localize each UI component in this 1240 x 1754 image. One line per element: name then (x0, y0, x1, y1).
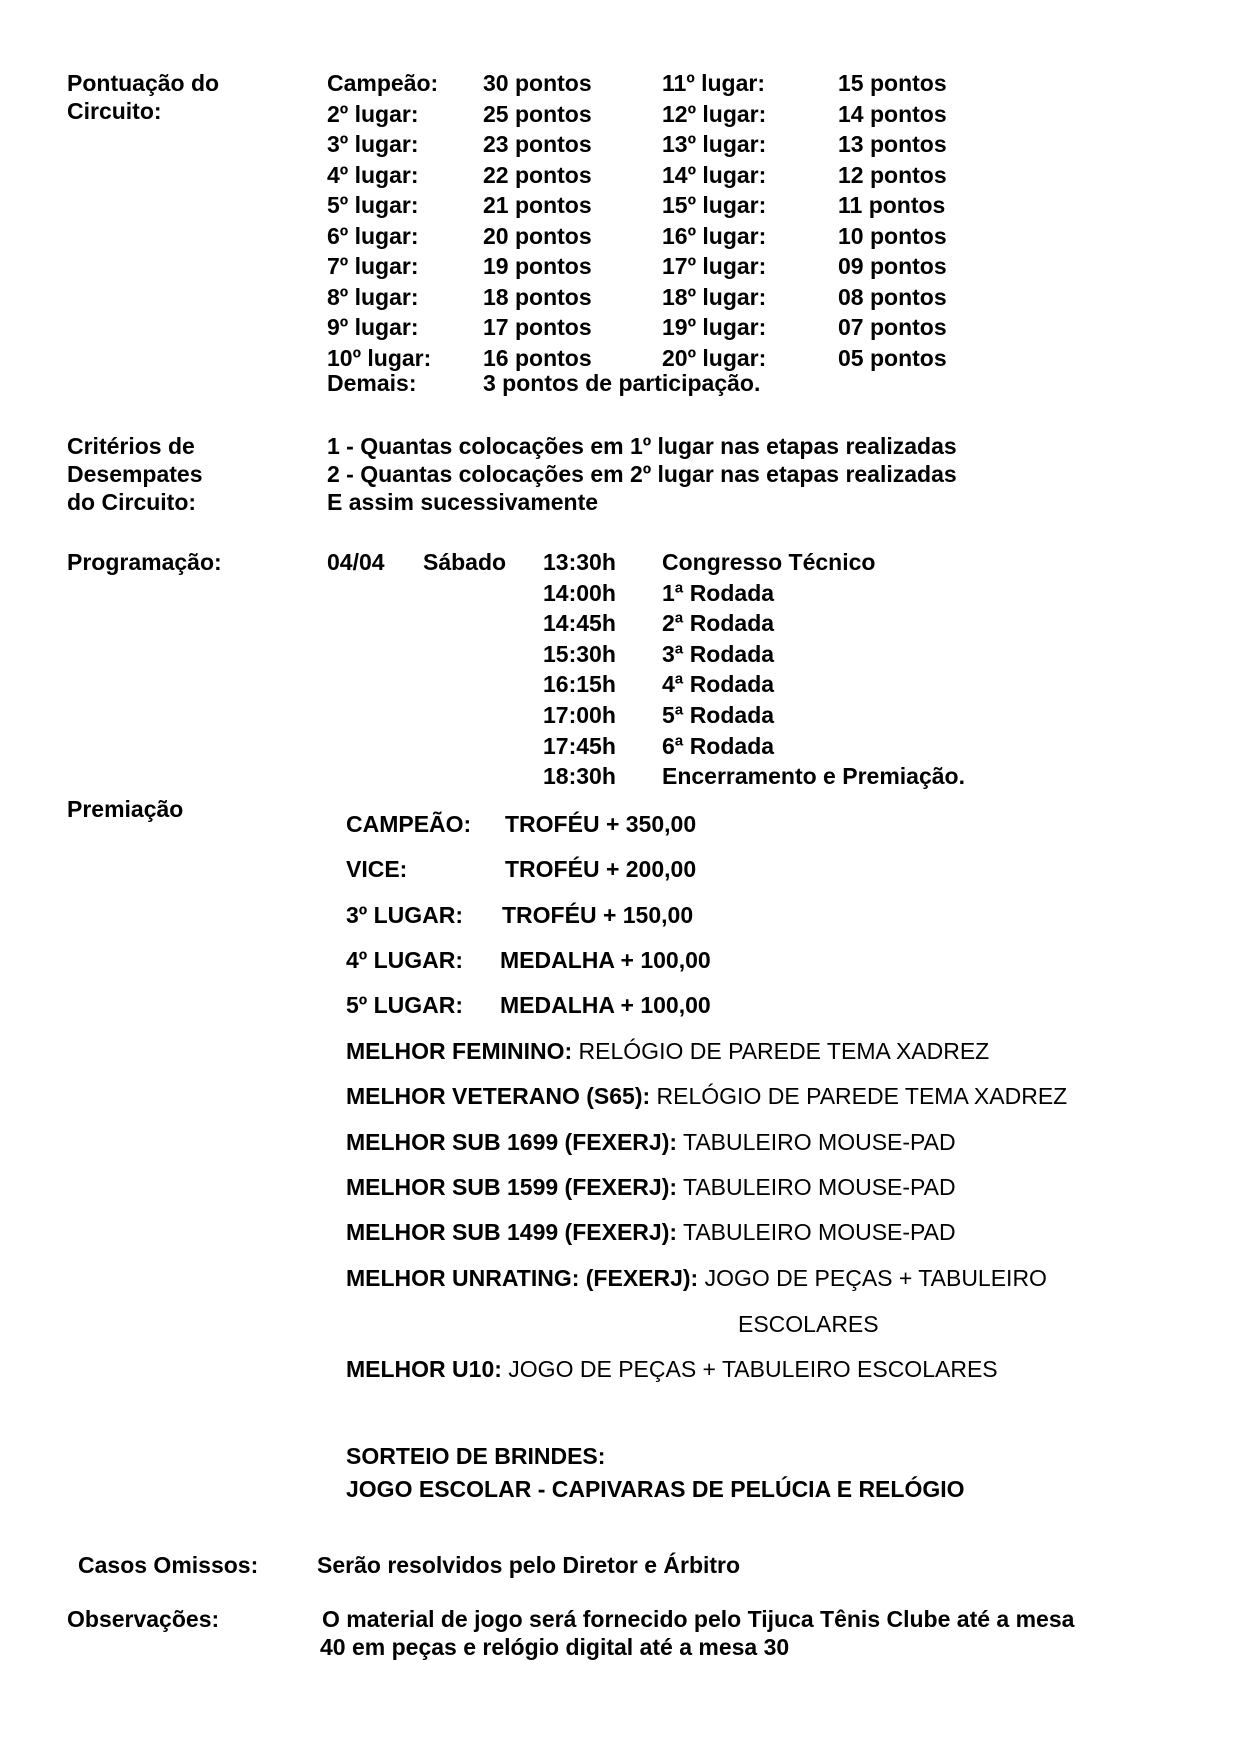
place-points: 08 pontos (838, 284, 947, 310)
premiacao-label: Premiação (67, 796, 184, 822)
prize-value: TROFÉU + 150,00 (502, 902, 694, 928)
prize-item-u10 (346, 1355, 998, 1383)
prize-value: TABULEIRO MOUSE-PAD (683, 1219, 956, 1245)
place-label: 2º lugar: (327, 101, 419, 127)
prize-value: TABULEIRO MOUSE-PAD (683, 1174, 956, 1200)
prize-value: RELÓGIO DE PAREDE TEMA XADREZ (578, 1038, 990, 1064)
casos-omissos-text: Serão resolvidos pelo Diretor e Árbitro (317, 1552, 741, 1578)
place-label: 17º lugar: (662, 253, 767, 279)
prize-category: MELHOR U10: (346, 1356, 502, 1382)
unrating-continuation: ESCOLARES (738, 1311, 879, 1337)
prize-item-special (346, 1218, 956, 1246)
place-points: 19 pontos (483, 253, 592, 279)
demais-value: 3 pontos de participação. (483, 370, 761, 396)
schedule-time: 17:00h (543, 702, 616, 728)
place-points: 23 pontos (483, 131, 592, 157)
place-label: 3º lugar: (327, 131, 419, 157)
desempate-item: 2 - Quantas colocações em 2º lugar nas etapas realizadas (327, 461, 957, 487)
place-points: 25 pontos (483, 101, 592, 127)
programacao-label: Programação: (67, 549, 222, 575)
place-points: 05 pontos (838, 345, 947, 371)
prize-place: 3º LUGAR: (346, 902, 464, 928)
prize-category: MELHOR SUB 1499 (FEXERJ): (346, 1219, 678, 1245)
desempate-label-line3: do Circuito: (67, 489, 197, 515)
desempate-label-line2: Desempates (67, 461, 203, 487)
schedule-event: 5ª Rodada (662, 702, 775, 728)
place-points: 09 pontos (838, 253, 947, 279)
schedule-event: 2ª Rodada (662, 610, 775, 636)
schedule-event: Congresso Técnico (662, 549, 876, 575)
place-label: 13º lugar: (662, 131, 767, 157)
place-label: 10º lugar: (327, 345, 432, 371)
place-label: Campeão: (327, 70, 439, 96)
prize-place: VICE: (346, 856, 408, 882)
place-points: 20 pontos (483, 223, 592, 249)
place-points: 17 pontos (483, 314, 592, 340)
place-points: 18 pontos (483, 284, 592, 310)
place-points: 14 pontos (838, 101, 947, 127)
schedule-event: 3ª Rodada (662, 641, 775, 667)
schedule-event: Encerramento e Premiação. (662, 763, 965, 789)
sorteio-title: SORTEIO DE BRINDES: (346, 1443, 606, 1469)
place-label: 6º lugar: (327, 223, 419, 249)
place-points: 07 pontos (838, 314, 947, 340)
place-label: 18º lugar: (662, 284, 767, 310)
place-label: 11º lugar: (662, 70, 765, 96)
prize-place: 4º LUGAR: (346, 947, 464, 973)
prize-value: JOGO DE PEÇAS + TABULEIRO ESCOLARES (508, 1356, 998, 1382)
prize-category: MELHOR SUB 1699 (FEXERJ): (346, 1129, 678, 1155)
pontuacao-label-line2: Circuito: (67, 98, 162, 124)
place-points: 22 pontos (483, 162, 592, 188)
casos-omissos-label: Casos Omissos: (78, 1552, 259, 1578)
schedule-time: 14:00h (543, 580, 616, 606)
sorteio-items: JOGO ESCOLAR - CAPIVARAS DE PELÚCIA E RELÓGIO (346, 1476, 965, 1502)
desempate-label-line1: Critérios de (67, 433, 195, 459)
schedule-event: 6ª Rodada (662, 733, 775, 759)
schedule-time: 16:15h (543, 671, 616, 697)
place-label: 7º lugar: (327, 253, 419, 279)
observacoes-line1: O material de jogo será fornecido pelo Tijuca Tênis Clube até a mesa (322, 1606, 1075, 1632)
place-label: 9º lugar: (327, 314, 419, 340)
schedule-time: 18:30h (543, 763, 616, 789)
place-label: 16º lugar: (662, 223, 767, 249)
place-label: 5º lugar: (327, 192, 419, 218)
prize-item-special (346, 1128, 956, 1156)
place-label: 14º lugar: (662, 162, 767, 188)
place-label: 12º lugar: (662, 101, 767, 127)
place-points: 10 pontos (838, 223, 947, 249)
prize-item-special (346, 1037, 989, 1065)
prize-place: CAMPEÃO: (346, 811, 472, 837)
prize-value: MEDALHA + 100,00 (500, 947, 711, 973)
prize-value: TROFÉU + 350,00 (505, 811, 697, 837)
pontuacao-label-line1: Pontuação do (67, 70, 220, 96)
prize-category: MELHOR VETERANO (S65): (346, 1083, 651, 1109)
schedule-time: 14:45h (543, 610, 616, 636)
prize-value: RELÓGIO DE PAREDE TEMA XADREZ (656, 1083, 1068, 1109)
prize-value: MEDALHA + 100,00 (500, 992, 711, 1018)
place-points: 30 pontos (483, 70, 592, 96)
prize-item-special (346, 1082, 1067, 1110)
place-points: 15 pontos (838, 70, 947, 96)
place-points: 12 pontos (838, 162, 947, 188)
desempate-item: E assim sucessivamente (327, 489, 599, 515)
place-label: 8º lugar: (327, 284, 419, 310)
desempate-item: 1 - Quantas colocações em 1º lugar nas etapas realizadas (327, 433, 957, 459)
prize-item-special (346, 1264, 1047, 1292)
place-points: 13 pontos (838, 131, 947, 157)
schedule-event: 4ª Rodada (662, 671, 775, 697)
place-label: 19º lugar: (662, 314, 767, 340)
programacao-date: 04/04 (327, 549, 385, 575)
place-label: 4º lugar: (327, 162, 419, 188)
prize-value: TABULEIRO MOUSE-PAD (683, 1129, 956, 1155)
place-label: 15º lugar: (662, 192, 767, 218)
place-label: 20º lugar: (662, 345, 767, 371)
schedule-event: 1ª Rodada (662, 580, 775, 606)
demais-label: Demais: (327, 370, 417, 396)
schedule-time: 17:45h (543, 733, 616, 759)
prize-item-special (346, 1173, 956, 1201)
prize-category: MELHOR UNRATING: (FEXERJ): (346, 1265, 699, 1291)
observacoes-line2: 40 em peças e relógio digital até a mesa 30 (320, 1634, 790, 1660)
prize-value: TROFÉU + 200,00 (505, 856, 697, 882)
place-points: 16 pontos (483, 345, 592, 371)
prize-place: 5º LUGAR: (346, 992, 464, 1018)
observacoes-label: Observações: (67, 1606, 220, 1632)
place-points: 11 pontos (838, 192, 946, 218)
schedule-time: 15:30h (543, 641, 616, 667)
prize-category: MELHOR FEMININO: (346, 1038, 573, 1064)
schedule-time: 13:30h (543, 549, 616, 575)
prize-category: MELHOR SUB 1599 (FEXERJ): (346, 1174, 678, 1200)
place-points: 21 pontos (483, 192, 592, 218)
programacao-day: Sábado (423, 549, 507, 575)
prize-value: JOGO DE PEÇAS + TABULEIRO (704, 1265, 1047, 1291)
